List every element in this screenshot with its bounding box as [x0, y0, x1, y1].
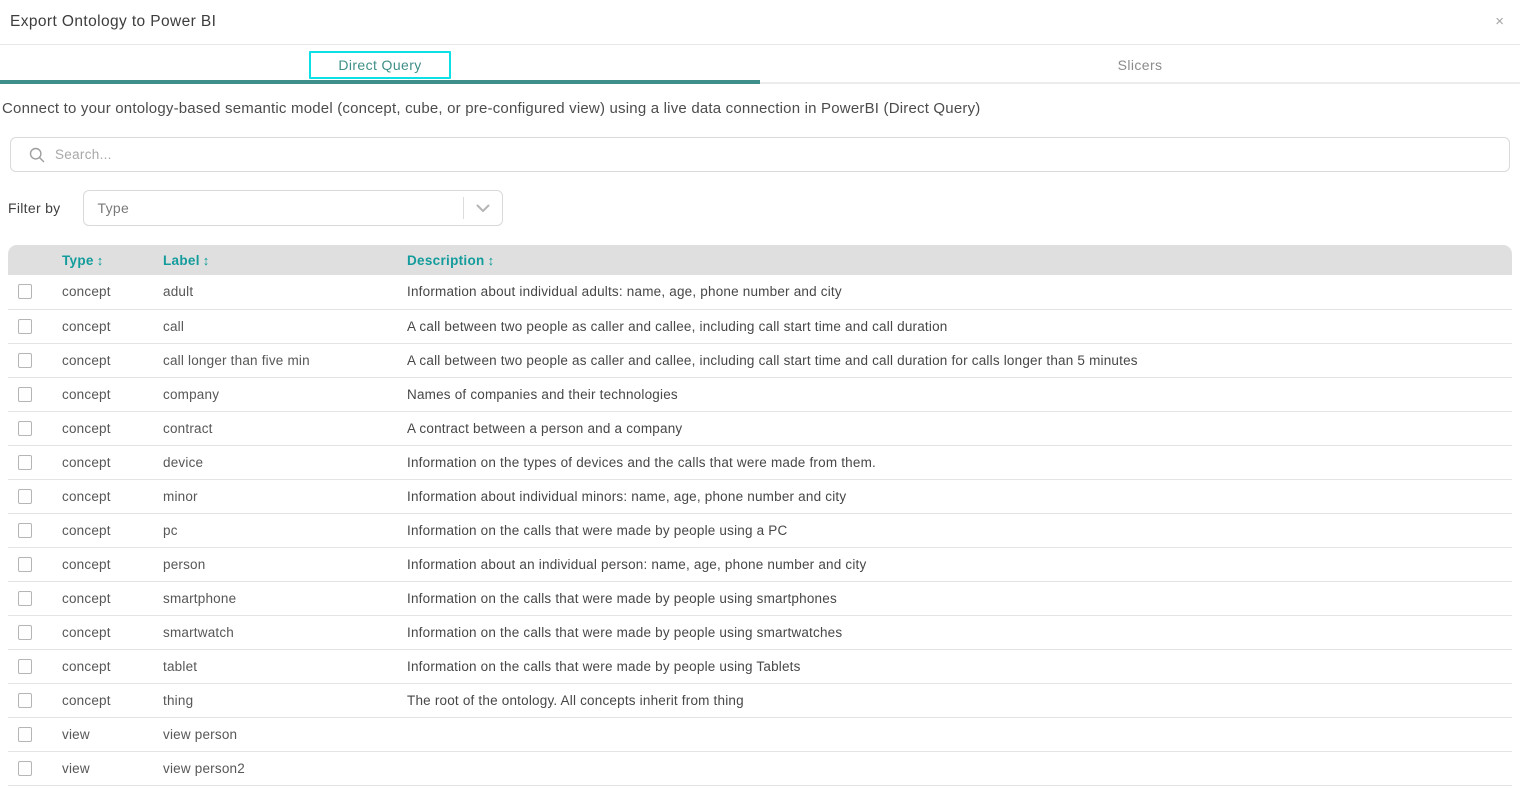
modal-header — [0, 0, 1520, 45]
row-description-cell: Information on the calls that were made by people using smartwatches — [407, 615, 1512, 649]
row-label-cell: thing — [163, 683, 407, 717]
sort-icon: ↕ — [96, 252, 104, 268]
row-description-cell: A contract between a person and a company — [407, 411, 1512, 445]
row-label-cell: minor — [163, 479, 407, 513]
row-label-cell: pc — [163, 513, 407, 547]
row-type-cell: concept — [62, 581, 163, 615]
row-type-cell: concept — [62, 275, 163, 309]
row-checkbox-cell — [8, 445, 62, 479]
table-row — [8, 581, 1512, 615]
tab-bar — [0, 45, 1520, 84]
filter-by-label: Filter by — [8, 200, 61, 216]
row-label-cell: contract — [163, 411, 407, 445]
row-description-cell: A call between two people as caller and callee, including call start time and call duration for calls longer than 5 minutes — [407, 343, 1512, 377]
table-row — [8, 615, 1512, 649]
table-row — [8, 751, 1512, 785]
row-label-cell: device — [163, 445, 407, 479]
row-label-cell: view person — [163, 717, 407, 751]
row-label-cell: smartwatch — [163, 615, 407, 649]
tab-direct-query[interactable] — [0, 45, 760, 84]
column-header-label[interactable]: Label ↕ — [163, 245, 407, 275]
table-row — [8, 343, 1512, 377]
row-checkbox-cell — [8, 615, 62, 649]
row-checkbox-cell — [8, 683, 62, 717]
row-checkbox-cell — [8, 649, 62, 683]
row-checkbox-cell — [8, 717, 62, 751]
table-row — [8, 275, 1512, 309]
row-checkbox-cell — [8, 751, 62, 785]
row-checkbox[interactable] — [18, 557, 32, 572]
column-header-description[interactable]: Description ↕ — [407, 245, 1512, 275]
inactive-tab-underline — [760, 82, 1520, 84]
table-row — [8, 547, 1512, 581]
sort-icon: ↕ — [202, 252, 210, 268]
row-checkbox[interactable] — [18, 693, 32, 708]
row-checkbox-cell — [8, 513, 62, 547]
type-filter-selected-value: Type — [97, 200, 130, 216]
row-label-cell: adult — [163, 275, 407, 309]
row-type-cell: concept — [62, 513, 163, 547]
table-row — [8, 717, 1512, 751]
row-checkbox[interactable] — [18, 353, 32, 368]
tab-slicers-label: Slicers — [1117, 56, 1163, 73]
row-label-cell: tablet — [163, 649, 407, 683]
row-checkbox[interactable] — [18, 284, 32, 299]
close-icon[interactable]: × — [1495, 13, 1504, 30]
column-header-type[interactable]: Type ↕ — [62, 245, 163, 275]
table-row — [8, 445, 1512, 479]
row-checkbox[interactable] — [18, 591, 32, 606]
row-label-cell: person — [163, 547, 407, 581]
ontology-table — [8, 245, 1512, 786]
row-type-cell: concept — [62, 309, 163, 343]
row-label-cell: view person2 — [163, 751, 407, 785]
row-checkbox-cell — [8, 411, 62, 445]
search-icon — [29, 147, 45, 163]
row-label-cell: call — [163, 309, 407, 343]
row-description-cell: Information on the types of devices and the calls that were made from them. — [407, 445, 1512, 479]
row-checkbox-cell — [8, 343, 62, 377]
row-description-cell: Information on the calls that were made by people using a PC — [407, 513, 1512, 547]
row-type-cell: concept — [62, 547, 163, 581]
modal-description: Connect to your ontology-based semantic model (concept, cube, or pre-configured view) using a live data connection in PowerBI (Direct Query) — [2, 100, 981, 117]
table-header-row — [8, 245, 1512, 275]
row-description-cell: Information on the calls that were made by people using smartphones — [407, 581, 1512, 615]
row-checkbox[interactable] — [18, 421, 32, 436]
row-label-cell: smartphone — [163, 581, 407, 615]
table-row — [8, 683, 1512, 717]
row-type-cell: concept — [62, 411, 163, 445]
row-description-cell — [407, 717, 1512, 751]
row-type-cell: concept — [62, 377, 163, 411]
table-row — [8, 513, 1512, 547]
row-checkbox[interactable] — [18, 761, 32, 776]
row-checkbox-cell — [8, 377, 62, 411]
row-checkbox-cell — [8, 275, 62, 309]
row-checkbox[interactable] — [18, 625, 32, 640]
row-type-cell: view — [62, 717, 163, 751]
row-checkbox[interactable] — [18, 387, 32, 402]
row-checkbox[interactable] — [18, 727, 32, 742]
table-row — [8, 377, 1512, 411]
modal-title: Export Ontology to Power BI — [10, 13, 217, 30]
row-type-cell: concept — [62, 615, 163, 649]
row-type-cell: view — [62, 751, 163, 785]
row-description-cell: Information about individual minors: name, age, phone number and city — [407, 479, 1512, 513]
row-checkbox-cell — [8, 547, 62, 581]
row-description-cell: Information about an individual person: name, age, phone number and city — [407, 547, 1512, 581]
row-description-cell — [407, 751, 1512, 785]
row-label-cell: call longer than five min — [163, 343, 407, 377]
row-checkbox[interactable] — [18, 659, 32, 674]
row-description-cell: Names of companies and their technologies — [407, 377, 1512, 411]
active-tab-underline — [0, 80, 760, 84]
table-row — [8, 309, 1512, 343]
row-type-cell: concept — [62, 683, 163, 717]
search-bar — [10, 137, 1510, 172]
row-label-cell: company — [163, 377, 407, 411]
row-description-cell: The root of the ontology. All concepts inherit from thing — [407, 683, 1512, 717]
type-filter-select[interactable] — [83, 190, 503, 226]
row-checkbox[interactable] — [18, 319, 32, 334]
row-checkbox[interactable] — [18, 455, 32, 470]
table-row — [8, 411, 1512, 445]
row-checkbox[interactable] — [18, 523, 32, 538]
row-type-cell: concept — [62, 479, 163, 513]
filter-row — [8, 190, 1520, 226]
row-type-cell: concept — [62, 445, 163, 479]
row-description-cell: A call between two people as caller and callee, including call start time and call duration — [407, 309, 1512, 343]
row-description-cell: Information on the calls that were made by people using Tablets — [407, 649, 1512, 683]
table-row — [8, 649, 1512, 683]
tab-direct-query-label: Direct Query — [309, 51, 450, 79]
row-type-cell: concept — [62, 649, 163, 683]
row-checkbox-cell — [8, 479, 62, 513]
table-body — [8, 275, 1512, 785]
select-all-header-cell — [8, 245, 62, 275]
row-checkbox-cell — [8, 581, 62, 615]
table-row — [8, 479, 1512, 513]
tab-slicers[interactable] — [760, 45, 1520, 84]
row-checkbox-cell — [8, 309, 62, 343]
row-description-cell: Information about individual adults: name, age, phone number and city — [407, 275, 1512, 309]
chevron-down-icon — [464, 204, 502, 213]
sort-icon: ↕ — [487, 252, 495, 268]
row-type-cell: concept — [62, 343, 163, 377]
search-input[interactable] — [10, 137, 1510, 172]
row-checkbox[interactable] — [18, 489, 32, 504]
